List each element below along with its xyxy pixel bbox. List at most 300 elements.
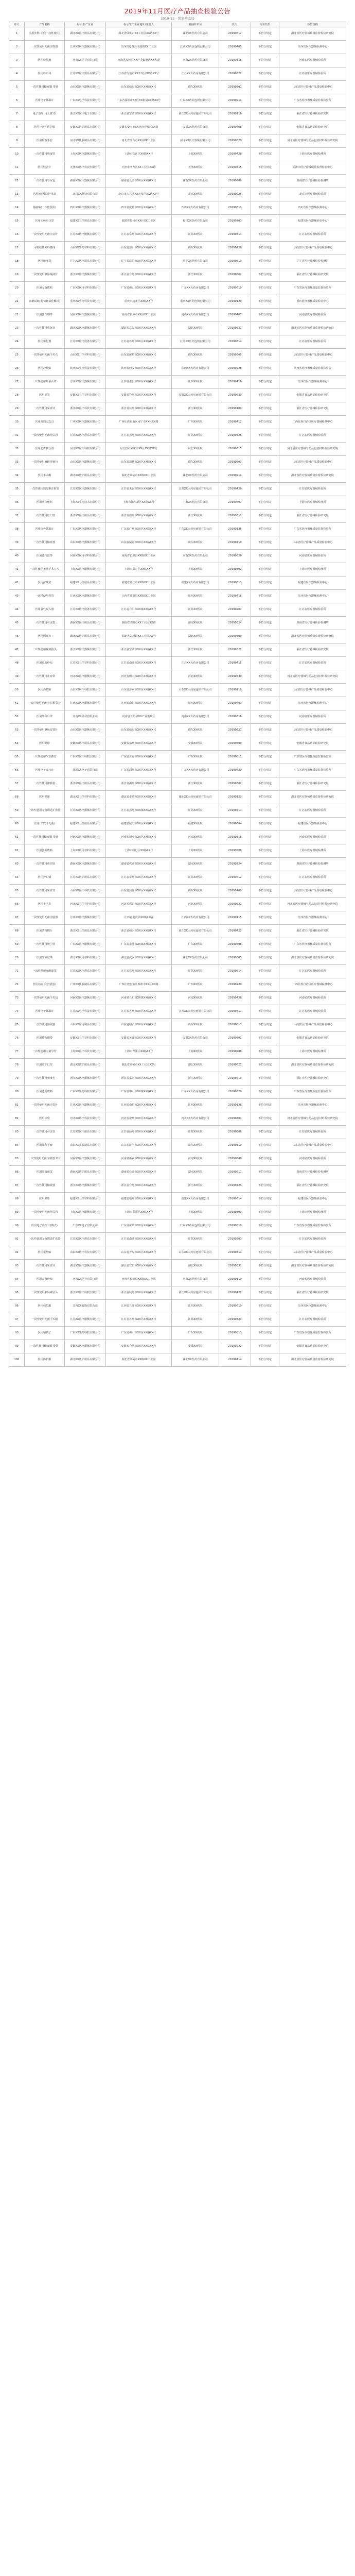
table-cell: 山东省医疗器械产品质量检验中心 (279, 1019, 346, 1032)
table-cell: 江西XX医院 (172, 376, 219, 389)
table-cell: 医用病员服 (25, 1300, 65, 1313)
table-cell: 28 (9, 389, 25, 402)
table-cell: 江西省九江市XX区XX路XX号 (106, 1300, 172, 1313)
table-cell: 江苏XX医院 (172, 965, 219, 978)
table-cell: 不符合规定 (251, 911, 279, 925)
table-cell: 医用外科口罩 (25, 710, 65, 724)
table-cell: 不符合规定 (251, 510, 279, 523)
table-cell: 广东省医疗器械质量监督检验所 (279, 1219, 346, 1233)
table-cell: 17 (9, 242, 25, 255)
table-cell: 20190415 (219, 657, 251, 670)
table-cell: 37 (9, 510, 25, 523)
table-cell: 辽宁省沈阳市XX区XX路XX号 (106, 255, 172, 268)
table-cell: 浙江XX医疗电子有限公司 (65, 108, 106, 121)
table-cell: 河南XX卫材有限公司 (65, 1273, 106, 1286)
table-cell: 浙江省温州市XX区XX路XX号 (106, 510, 172, 523)
table-cell: 北京XX科技有限公司 (65, 188, 106, 201)
table-cell: 山东省烟台市XX区XX路XX号 (106, 242, 172, 255)
table-cell: 一次性使用无菌阴道扩张器 (25, 1233, 65, 1246)
table-cell: 安徽省安庆市XX经济开发区XX路 (106, 121, 172, 134)
table-cell: 20190612 (219, 871, 251, 885)
table-cell: 广东XX大药房连锁有限公司 (172, 523, 219, 536)
table-cell: 江苏省南通市XX区XX路XX号 (106, 657, 172, 670)
table-cell: 上海XX医用材料有限公司 (65, 844, 106, 858)
table-cell: 20190118 (219, 684, 251, 697)
page-title: 2019年11月医疗产品抽查检验公告 (124, 7, 231, 15)
table-cell: 湖北XX医药有限公司 (172, 952, 219, 965)
table-row (9, 952, 346, 965)
table-cell: 河南省医疗器械检验所 (279, 309, 346, 322)
table-cell: 64 (9, 871, 25, 885)
table-cell: 江苏省医疗器械检验所 (279, 1005, 346, 1019)
table-cell: 20190403 (219, 697, 251, 710)
table-cell: 20190608 (219, 938, 251, 952)
table-cell: 上海市医疗器械检测所 (279, 844, 346, 858)
table-cell: 山东省医疗器械产品质量检验中心 (279, 1246, 346, 1260)
table-cell: 安徽省食品药品检验研究院 (279, 121, 346, 134)
table-cell: 不符合规定 (251, 148, 279, 161)
table-cell: 20190203 (219, 1233, 251, 1246)
table-cell: 不符合规定 (251, 523, 279, 536)
table-cell: 不符合规定 (251, 255, 279, 268)
table-cell: 河北XX医疗器械有限公司 (65, 670, 106, 684)
table-row (9, 577, 346, 590)
table-cell: 84 (9, 1139, 25, 1153)
table-cell: 山东省威海市XX区XX路XX号 (106, 536, 172, 550)
table-cell: 23 (9, 322, 25, 335)
table-cell: 20190227 (219, 724, 251, 737)
table-row (9, 563, 346, 577)
table-cell: 95 (9, 1286, 25, 1300)
table-row (9, 1086, 346, 1099)
table-cell: 医用脱脂棉 (25, 54, 65, 67)
table-cell: 医用手术帽 (25, 469, 65, 483)
table-cell: 不符合规定 (251, 751, 279, 764)
table-cell: 20190423 (219, 1179, 251, 1193)
table-cell: 山东XX医院 (172, 81, 219, 94)
table-row (9, 590, 346, 603)
table-cell: 河南XX卫材有限公司 (65, 54, 106, 67)
table-cell: 不符合规定 (251, 1273, 279, 1286)
table-row (9, 1273, 346, 1286)
table-cell: 20190429 (219, 483, 251, 496)
table-cell: 上海XX医疗器械有限公司 (65, 148, 106, 161)
table-cell: 广东省医疗器械质量监督检验所 (279, 751, 346, 764)
table-cell: 33 (9, 456, 25, 469)
table-cell: 医用红外体温计 (25, 523, 65, 536)
table-cell: 不符合规定 (251, 1313, 279, 1327)
table-cell: 20190120 (219, 295, 251, 309)
table-cell: 一次性使用静脉输液针 (25, 268, 65, 282)
table-cell: 75 (9, 1019, 25, 1032)
table-cell: 湖南XX防护用品有限公司 (65, 1166, 106, 1179)
table-cell: 上海XX医疗器械有限公司 (65, 563, 106, 577)
table-cell: 陕西省医疗器械质量监督检验院 (279, 362, 346, 376)
table-cell: 医用外科口罩(一次性使用) (25, 27, 65, 41)
table-cell: 94 (9, 1273, 25, 1286)
table-cell: 不符合规定 (251, 1286, 279, 1300)
table-cell: 20190426 (219, 992, 251, 1005)
table-cell: 江苏XX医疗器械有限公司 (65, 483, 106, 496)
table-cell: 河南省新乡市XX县XX工业园 (106, 309, 172, 322)
table-cell: 山东省威海市XX区XX路XX号 (106, 81, 172, 94)
table-cell: 河南XX医药有限公司 (172, 1273, 219, 1286)
table-row (9, 777, 346, 791)
table-cell: 浙江XX医疗用品有限公司 (65, 510, 106, 523)
table-cell: 河南XX医院 (172, 992, 219, 1005)
table-cell: 河南XX医药有限公司 (172, 550, 219, 563)
table-cell: 36 (9, 496, 25, 510)
table-cell: 22 (9, 309, 25, 322)
table-cell: 54 (9, 737, 25, 751)
table-cell: 广东省东莞市XX镇XX路XX号 (106, 938, 172, 952)
table-row (9, 992, 346, 1005)
table-cell: 一次性使用引流管 (25, 1126, 65, 1139)
table-cell: 河北XX医疗科技有限公司 (65, 1112, 106, 1126)
table-cell: 湖北省医疗器械质量监督检验研究院 (279, 1260, 346, 1273)
table-cell: 20190404 (219, 1112, 251, 1126)
table-cell: 不符合规定 (251, 81, 279, 94)
table-row (9, 134, 346, 148)
table-cell: 20190703 (219, 215, 251, 228)
table-cell: 医用雾化器 (25, 335, 65, 349)
table-cell: 广东省广州市XX区XX路XX号 (106, 523, 172, 536)
table-cell: 江苏省扬州市XX镇XX路XX号 (106, 804, 172, 818)
table-cell: 湖北省医疗器械质量监督检验研究院 (279, 469, 346, 483)
table-row (9, 228, 346, 242)
table-cell: 10 (9, 148, 25, 161)
table-cell: 82 (9, 1112, 25, 1126)
table-cell: 6 (9, 94, 25, 108)
table-cell: 34 (9, 469, 25, 483)
table-cell: 江苏XX医疗用品有限公司 (65, 965, 106, 978)
table-cell: 不符合规定 (251, 469, 279, 483)
table-cell: 一次性使用吸氧面罩 (25, 376, 65, 389)
table-cell: 一次性使用无菌导尿管 (25, 1206, 65, 1219)
table-cell: 57 (9, 777, 25, 791)
table-cell: 上海XX生物技术有限公司 (65, 496, 106, 510)
table-cell: 浙江省医疗器械检验研究院 (279, 925, 346, 938)
table-cell: 上海市医疗器械检测所 (279, 1045, 346, 1059)
table-cell: 山东省菏泽市XX区XX路XX号 (106, 885, 172, 898)
table-cell: 55 (9, 751, 25, 764)
table-cell: 上海市医疗器械检测所 (279, 148, 346, 161)
table-cell: 湖北XX防护用品有限公司 (65, 630, 106, 643)
table-cell: 江西省南昌市XX区XX路XX号 (106, 376, 172, 389)
table-cell: 福建省厦门市XX区XX路XX号 (106, 818, 172, 831)
table-cell: 辽宁XX医疗用品有限公司 (65, 255, 106, 268)
table-cell: 河南省医疗器械检验所 (279, 831, 346, 844)
table-cell: 21 (9, 295, 25, 309)
table-cell: 一次性使用无菌阴道扩张器 (25, 804, 65, 818)
table-cell: 20190610 (219, 1300, 251, 1313)
table-cell: 江西省医疗器械检测中心 (279, 376, 346, 389)
table-row (9, 1233, 346, 1246)
table-cell: 河北省沧州市XX区XX路XX号 (106, 1112, 172, 1126)
table-cell: 江苏XX大药房连锁有限公司 (172, 1005, 219, 1019)
table-cell: 浙江省医疗器械检验研究院 (279, 777, 346, 791)
table-cell: 20190309 (219, 1206, 251, 1219)
table-cell: 不符合规定 (251, 41, 279, 54)
table-cell: 北京市医疗器械检验所 (279, 188, 346, 201)
table-cell: 不符合规定 (251, 577, 279, 590)
results-table (9, 22, 346, 1367)
table-cell: 医用咽拭子 (25, 1327, 65, 1340)
table-cell: 安徽XX卫生材料有限公司 (65, 1032, 106, 1045)
table-cell: 广东省中山市XX镇XX路XX号 (106, 1086, 172, 1099)
table-row (9, 1313, 346, 1327)
table-cell: 江苏省医疗器械检验所 (279, 965, 346, 978)
table-cell: 86 (9, 1166, 25, 1179)
table-cell: 不符合规定 (251, 362, 279, 376)
table-cell: 56 (9, 764, 25, 777)
table-cell: 湖南XX医院 (172, 858, 219, 871)
table-cell: 江苏省医疗器械检验所 (279, 1233, 346, 1246)
table-row (9, 1219, 346, 1233)
table-cell: 不符合规定 (251, 67, 279, 81)
table-cell: 江西省医疗器械检测中心 (279, 590, 346, 603)
table-cell: 湖北省医疗器械质量监督检验研究院 (279, 27, 346, 41)
table-cell: 不符合规定 (251, 617, 279, 630)
table-cell: 湖北XX医药有限公司 (172, 1353, 219, 1367)
table-cell: 河南XX医疗器械有限公司 (65, 1153, 106, 1166)
table-row (9, 630, 346, 643)
table-cell: 浙江XX医院 (172, 777, 219, 791)
table-cell: 20190318 (219, 831, 251, 844)
table-cell: 浙江省台州市XX区XX路XX号 (106, 268, 172, 282)
table-cell: 江苏XX医院 (172, 1233, 219, 1246)
table-cell: 广东XX电子科技有限公司 (65, 94, 106, 108)
table-row (9, 684, 346, 697)
table-cell: 42 (9, 577, 25, 590)
table-cell: 20190307 (219, 81, 251, 94)
table-row (9, 1206, 346, 1219)
table-cell: 20190428 (219, 148, 251, 161)
table-cell: 20190302 (219, 268, 251, 282)
table-cell: 不符合规定 (251, 657, 279, 670)
table-cell: 不符合规定 (251, 456, 279, 469)
table-cell: 广东XX医用材料有限公司 (65, 282, 106, 295)
table-cell: 不符合规定 (251, 898, 279, 911)
table-cell: 20190323 (219, 1313, 251, 1327)
table-cell: 江苏省苏州市XX区XX路XX号 (106, 1005, 172, 1019)
table-cell: 20190419 (219, 536, 251, 550)
table-cell: 20190527 (219, 898, 251, 911)
table-cell: 53 (9, 724, 25, 737)
table-cell: 广东XX医院 (172, 1327, 219, 1340)
table-cell: 上海市医疗器械检测所 (279, 563, 346, 577)
table-cell: 安徽省芜湖市XX区XX路XX号 (106, 1032, 172, 1045)
table-cell: 不符合规定 (251, 831, 279, 844)
table-row (9, 1019, 346, 1032)
table-cell: 江西省进贤县XX镇XX路 (106, 911, 172, 925)
table-cell: 医用电子血压计(腕式) (25, 1219, 65, 1233)
table-row (9, 1286, 346, 1300)
table-cell: 山东省医疗器械产品质量检验中心 (279, 1139, 346, 1153)
table-row (9, 41, 346, 54)
table-cell: 江西省医疗器械检测中心 (279, 41, 346, 54)
table-cell: 河北XX乳胶制品有限公司 (65, 134, 106, 148)
table-cell: 58 (9, 791, 25, 804)
table-cell: 福建XX大药房有限公司 (172, 1193, 219, 1206)
table-cell: 74 (9, 1005, 25, 1019)
table-cell: 不符合规定 (251, 242, 279, 255)
table-row (9, 1353, 346, 1367)
table-cell: 20190613 (219, 577, 251, 590)
table-cell: 一次性使用输液接头 (25, 643, 65, 657)
table-cell: 福建省医疗器械检验中心 (279, 818, 346, 831)
table-cell: 广西壮族自治区医疗器械检测中心 (279, 978, 346, 992)
table-cell: 湖北XX医用材料有限公司 (65, 952, 106, 965)
table-cell: 不符合规定 (251, 309, 279, 322)
table-cell: 浙江XX医院 (172, 510, 219, 523)
table-cell: 61 (9, 831, 25, 844)
table-row (9, 362, 346, 376)
table-cell: 20190405 (219, 41, 251, 54)
table-cell: 9 (9, 134, 25, 148)
table-cell: 湖北XX卫生材料有限公司 (65, 791, 106, 804)
table-row (9, 295, 346, 309)
table-cell: 山东省医疗器械产品质量检验中心 (279, 536, 346, 550)
table-cell: 79 (9, 1072, 25, 1086)
table-cell: 不符合规定 (251, 389, 279, 402)
column-header: 检验结果 (251, 22, 279, 27)
column-header: 标示生产企业地址/注册人 (106, 22, 172, 27)
table-cell: 20190318 (219, 54, 251, 67)
table-cell: 2 (9, 41, 25, 54)
table-cell: 山东XX医疗器械有限公司 (65, 81, 106, 94)
table-cell: 福建XX卫生用品有限公司 (65, 818, 106, 831)
table-cell: 广东XX电子有限公司 (65, 1219, 106, 1233)
table-cell: 医用创面敷料 (25, 844, 65, 858)
table-cell: 医用棉球 (25, 791, 65, 804)
table-cell: 广东XX医疗器械有限公司 (65, 523, 106, 536)
table-cell: 医用冰袋 (25, 1112, 65, 1126)
table-cell: 60 (9, 818, 25, 831)
table-cell: 山东省医疗器械产品质量检验中心 (279, 456, 346, 469)
table-cell: 一次性使用吸痰包 (25, 1072, 65, 1086)
table-row (9, 27, 346, 41)
table-cell: 上海市医疗器械检测所 (279, 496, 346, 510)
table-cell: 山东省济宁市XX区XX路XX号 (106, 1139, 172, 1153)
table-cell: 不符合规定 (251, 550, 279, 563)
table-cell: 20190411 (219, 1246, 251, 1260)
table-cell: 安徽省食品药品检验研究院 (279, 1340, 346, 1353)
table-row (9, 483, 346, 496)
table-cell: 江苏XX医药连锁有限公司 (172, 335, 219, 349)
table-cell: 重庆市渝北区XX路XX号 (106, 295, 172, 309)
table-cell: 福建省泉州市XX区XX工业区 (106, 215, 172, 228)
table-cell: 一次性使用灌肠袋 (25, 777, 65, 791)
table-cell: 输液贴(一次性使用) (25, 201, 65, 215)
table-cell: 广东XX生物科技有限公司 (65, 1327, 106, 1340)
table-cell: 29 (9, 402, 25, 416)
table-cell: 13 (9, 188, 25, 201)
table-row (9, 925, 346, 938)
table-cell: 41 (9, 563, 25, 577)
table-cell: 不符合规定 (251, 1340, 279, 1353)
table-cell: 江西XX服饰有限公司 (65, 1300, 106, 1313)
table-cell: 20190530 (219, 670, 251, 684)
table-cell: 不符合规定 (251, 643, 279, 657)
table-cell: 医用透明敷料 (25, 1086, 65, 1099)
column-header: 检验机构 (279, 22, 346, 27)
table-cell: 一次性使用吸痰管 (25, 148, 65, 161)
table-cell: 江苏XX医疗器械有限公司 (65, 1313, 106, 1327)
table-cell: 20190412 (219, 416, 251, 429)
table-cell: 湖南省株洲市XX区XX路XX号 (106, 858, 172, 871)
table-cell: 不符合规定 (251, 697, 279, 710)
table-cell: 湖北省仙桃市XX工业园XX号 (106, 1059, 172, 1072)
table-cell: 江苏XX医疗用品有限公司 (65, 1126, 106, 1139)
table-cell: 20190604 (219, 818, 251, 831)
table-cell: 河北省保定市XX区XX路XX号 (106, 898, 172, 911)
table-row (9, 898, 346, 911)
table-cell: 不符合规定 (251, 376, 279, 389)
table-cell: 浙江省医疗器械检验研究院 (279, 268, 346, 282)
table-cell: 医用电子体温计 (25, 1005, 65, 1019)
table-cell: 河南XX医疗器械有限公司 (65, 831, 106, 844)
table-cell: 湖北XX医院 (172, 1059, 219, 1072)
table-cell: 福建省医疗器械检验中心 (279, 577, 346, 590)
table-row (9, 309, 346, 322)
table-row (9, 510, 346, 523)
table-cell: 福建省医疗器械检验中心 (279, 215, 346, 228)
table-row (9, 1059, 346, 1072)
table-cell: 一次性使用输液器 (25, 1179, 65, 1193)
table-cell: 广东XX医院 (172, 751, 219, 764)
table-cell: 湖北省医疗器械质量监督检验研究院 (279, 1353, 346, 1367)
table-cell: 山东XX大药房连锁有限公司 (172, 684, 219, 697)
table-cell: 江苏省扬州市XX区XX路XX号 (106, 429, 172, 443)
table-cell: 上海市医疗器械检测所 (279, 1206, 346, 1219)
table-cell: 安徽省合肥市XX区XX路XX号 (106, 389, 172, 402)
table-row (9, 536, 346, 550)
table-cell: 江苏省无锡市XX区XX路XX号 (106, 483, 172, 496)
table-cell: 浙江省医疗器械检验研究院 (279, 1286, 346, 1300)
table-cell: 一次性使用气管插管 (25, 751, 65, 764)
table-cell: 江西省医疗器械检测中心 (279, 1099, 346, 1112)
table-cell: 12 (9, 175, 25, 188)
table-cell: 河北XX医院 (172, 443, 219, 456)
table-cell: 一次性使用静脉留置针 (25, 724, 65, 737)
table-cell: 不符合规定 (251, 1219, 279, 1233)
table-cell: 72 (9, 978, 25, 992)
table-cell: 重庆XX医药连锁有限公司 (172, 295, 219, 309)
table-cell: 广西XX医院 (172, 978, 219, 992)
table-cell: 江苏XX医院 (172, 804, 219, 818)
table-cell: 江苏省南通市XX开发区XX路XX号 (106, 67, 172, 81)
table-cell: 安徽省宿州市XX区XX路XX号 (106, 737, 172, 751)
table-cell: 70 (9, 952, 25, 965)
table-cell: 河南XX医疗器械有限公司 (65, 992, 106, 1005)
table-cell: 湖北省彭场镇XX工业园XX号 (106, 630, 172, 643)
table-cell: 广东省医疗器械质量监督检验所 (279, 1327, 346, 1340)
table-cell: 不符合规定 (251, 1206, 279, 1219)
table-cell: 医用液体敷料 (25, 496, 65, 510)
table-cell: 医用无菌纱布 (25, 1273, 65, 1286)
table-row (9, 1005, 346, 1019)
page-subtitle: 2019-12 · 国家药监局 (161, 16, 194, 21)
table-row (9, 1032, 346, 1045)
table-cell: 四川省医疗器械检测中心 (279, 201, 346, 215)
table-cell: 20190612 (219, 27, 251, 41)
table-cell: 医用防护服 (25, 1353, 65, 1367)
table-cell: 1 (9, 27, 25, 41)
table-row (9, 201, 346, 215)
table-cell: 不符合规定 (251, 536, 279, 550)
table-cell: 江苏XX医疗设备有限公司 (65, 603, 106, 617)
